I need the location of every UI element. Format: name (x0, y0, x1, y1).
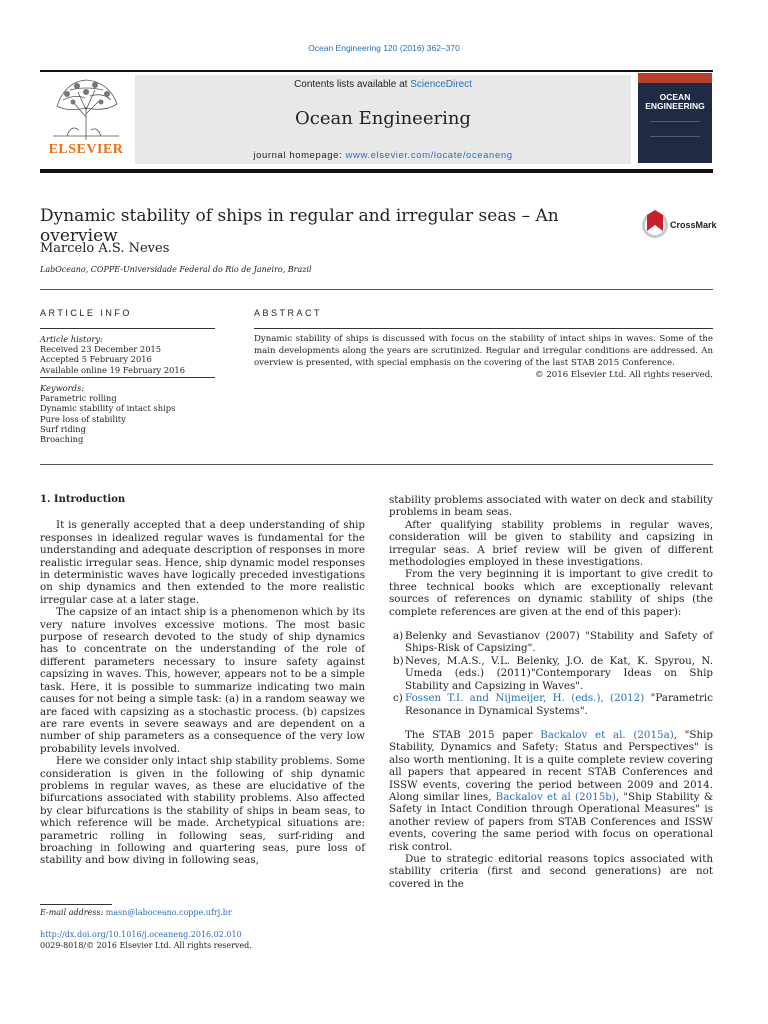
accepted-date: Accepted 5 February 2016 (40, 354, 152, 365)
author-name[interactable]: Marcelo A.S. Neves (40, 241, 170, 256)
keyword: Dynamic stability of intact ships (40, 403, 176, 414)
text-run: The STAB 2015 paper (405, 728, 541, 741)
header-bottom-rule (40, 169, 713, 173)
abstract-body (254, 333, 713, 381)
article-history (40, 334, 215, 375)
crossmark-icon (641, 209, 669, 241)
keywords-block (40, 383, 215, 444)
paragraph: After qualifying stability problems in regular waves, consideration will be given to stability and capsizing in irregular seas. A brief review will be given of different methodologies employed in these investigations. (389, 518, 713, 569)
text-run: , "Ship Stability & Safety in Intact Condition through Operational Measures" is another review of papers from STAB Conferences and ISSW events, covering the same period with focus on operational risk control. (389, 790, 713, 853)
homepage-prefix: journal homepage: (253, 150, 346, 161)
paragraph: Due to strategic editorial reasons topics associated with stability criteria (first and second generations) are not covered in the (389, 852, 713, 890)
reference-label: b) (393, 654, 404, 667)
keyword: Surf riding (40, 423, 86, 434)
abstract-heading: ABSTRACT (254, 308, 323, 318)
issn-copyright: 0029-8018/© 2016 Elsevier Ltd. All rights reserved. (40, 941, 252, 950)
paragraph: stability problems associated with water on deck and stability problems in beam seas. (389, 494, 713, 519)
cover-decoration (650, 121, 700, 137)
cover-title-line2: ENGINEERING (645, 101, 705, 111)
history-label: Article history: (40, 334, 103, 344)
reference-link[interactable]: Fossen T.I. and Nijmeijer, H. (eds.), (2012) (405, 692, 645, 705)
online-date: Available online 19 February 2016 (40, 364, 185, 375)
email-link[interactable]: masn@laboceano.coppe.ufrj.br (105, 908, 232, 917)
sciencedirect-link[interactable]: ScienceDirect (410, 79, 472, 90)
spacer (389, 717, 713, 729)
spacer (389, 618, 713, 630)
reference-text: Neves, M.A.S., V.L. Belenky, J.O. de Kat, K. Spyrou, N. Umeda (eds.) (2011)"Contemporary Ideas on Ship Stability and Capsizing in Waves". (405, 654, 713, 692)
email-label: E-mail address: (40, 908, 106, 917)
keyword: Pure loss of stability (40, 413, 126, 424)
citation-link[interactable]: Backalov et al (2015b) (495, 790, 616, 803)
reference-text: Belenky and Sevastianov (2007) "Stability and Safety of Ships-Risk of Capsizing". (405, 630, 713, 655)
article-info-rule-2 (40, 377, 215, 378)
body-column-right (389, 494, 713, 890)
paragraph: The capsize of an intact ship is a phenomenon which by its very nature involves excessive motions. The most basic purpose of research devoted to the study of ship dynamics has to concentrate on the understanding of the role of different parameters necessary to insure safety against capsizing in waves. This, however, appears not to be a simple task. Here, it is possible to summarize indicating two main causes for not being a simple task: (a) in a random seaway we are faced with capsizing as a stochastic process. (b) capsizes are rare events in severe seaways and are dependent on a number of ship parameters as a consequence of the very low probability levels involved. (40, 606, 365, 755)
section-heading-introduction: 1. Introduction (40, 494, 126, 505)
contents-prefix: Contents lists available at (294, 79, 411, 90)
abstract-text: Dynamic stability of ships is discussed with focus on the stability of intact ships in waves. Some of the main developments along the years are scrutinized. Regular and irregular conditions are addressed. An overview is presented, with special emphasis on the covering of the last STAB 2015 Conference. (254, 334, 713, 368)
header-top-rule (40, 70, 713, 72)
cover-title-line1: OCEAN (659, 92, 691, 102)
keyword: Parametric rolling (40, 393, 117, 404)
journal-homepage (135, 150, 631, 161)
reference-item (389, 692, 713, 717)
divider-abstract-bottom (40, 464, 713, 465)
elsevier-logo[interactable] (40, 72, 132, 164)
article-info-rule-1 (40, 328, 215, 329)
cover-title (638, 93, 712, 111)
journal-cover-thumbnail[interactable] (638, 73, 712, 163)
homepage-link[interactable]: www.elsevier.com/locate/oceaneng (345, 150, 513, 161)
journal-citation[interactable]: Ocean Engineering 120 (2016) 362–370 (308, 43, 460, 53)
crossmark-badge[interactable] (641, 209, 721, 241)
crossmark-label: CrossMark (670, 220, 717, 230)
doi-link[interactable]: http://dx.doi.org/10.1016/j.oceaneng.2016.02.010 (40, 930, 242, 939)
body-column-left (40, 494, 365, 867)
reference-list (389, 630, 713, 717)
elsevier-tree-icon (45, 72, 127, 142)
keywords-label: Keywords: (40, 383, 85, 393)
paragraph: From the very beginning it is important to give credit to three technical books which are exceptionally relevant sources of references on dynamic stability of ships (the complete references are given at the end of this paper): (389, 568, 713, 618)
paragraph: Here we consider only intact ship stability problems. Some consideration is given in the following of ship dynamic problems in regular waves, as these are elucidative of the bifurcations associated with stability problems. Also affected by clear bifurcations is the stability of ships in beam seas, to which reference will be made. Archetypical situations are: parametric rolling in following seas, surf-riding and broaching in following and quartering seas, pure loss of stability and bow diving in following seas, (40, 755, 365, 867)
footnote-email (40, 908, 232, 917)
keyword: Broaching (40, 434, 84, 445)
abstract-copyright: © 2016 Elsevier Ltd. All rights reserved. (535, 370, 713, 380)
reference-item (389, 655, 713, 692)
reference-item (389, 630, 713, 655)
divider-top (40, 289, 713, 290)
footnote-rule (40, 904, 112, 905)
received-date: Received 23 December 2015 (40, 344, 162, 355)
article-title: Dynamic stability of ships in regular and irregular seas – An overview (40, 206, 559, 246)
reference-text: "Parametric Resonance in Dynamical Systems". (405, 692, 713, 717)
journal-title: Ocean Engineering (295, 108, 471, 129)
paragraph: It is generally accepted that a deep understanding of ship responses in idealized regular waves is fundamental for the understanding and adequate description of responses in more realistic irregular seas. Hence, ship dynamic model responses in deterministic waves have logically preceded investigations on ship dynamics and then extended to the more realistic irregular case at a later stage. (40, 519, 365, 606)
paragraph (389, 729, 713, 853)
reference-label: a) (393, 630, 404, 643)
cover-top-band (638, 73, 712, 83)
contents-line (135, 79, 631, 90)
text-run: , "Ship Stability, Dynamics and Safety: Status and Perspectives" is also worth mentioning. It is a quite complete review covering all papers that appeared in recent STAB Conferences and ISSW events, covering the period between 2009 and 2014. Along similar lines, (389, 728, 713, 803)
reference-label: c) (393, 692, 403, 705)
elsevier-wordmark: ELSEVIER (48, 142, 124, 157)
abstract-rule (254, 328, 713, 329)
author-affiliation: LabOceano, COPPE-Universidade Federal do Rio de Janeiro, Brazil (40, 265, 312, 274)
citation-link[interactable]: Backalov et al. (2015a) (540, 728, 674, 741)
article-info-heading: ARTICLE INFO (40, 308, 132, 318)
